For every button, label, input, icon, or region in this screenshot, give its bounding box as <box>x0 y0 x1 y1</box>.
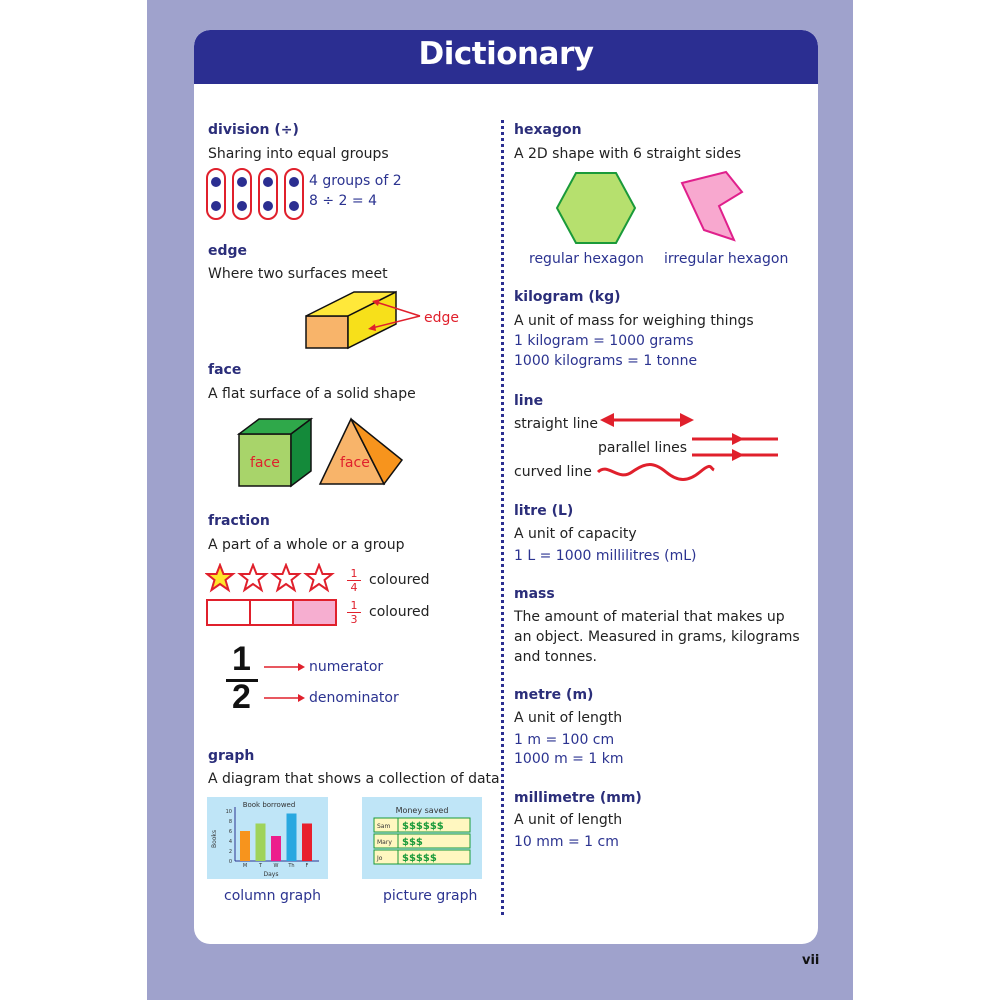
definition-fraction: A part of a whole or a group <box>208 537 405 553</box>
bar-fraction-text: coloured <box>369 604 430 620</box>
term-millimetre: millimetre (mm) <box>514 790 642 806</box>
column-graph-xtick: Th <box>288 863 295 869</box>
definition-mass-line3: and tonnes. <box>514 649 597 665</box>
definition-millimetre: A unit of length <box>514 812 623 828</box>
division-example-2: 8 ÷ 2 = 4 <box>309 193 377 209</box>
column-graph-bar <box>302 824 312 862</box>
irregular-hexagon-label: irregular hexagon <box>664 251 789 267</box>
millimetre-example: 10 mm = 1 cm <box>514 834 619 850</box>
column-graph-bar <box>240 831 250 861</box>
column-graph-ytick: 8 <box>228 819 232 825</box>
picture-graph-value: $$$$$$ <box>402 821 444 832</box>
star-fraction-denominator: 4 <box>350 581 358 594</box>
curved-line-label: curved line <box>514 464 592 480</box>
line-examples <box>596 408 782 484</box>
hexagon-shapes <box>554 168 750 248</box>
definition-kilogram: A unit of mass for weighing things <box>514 313 754 329</box>
big-fraction-denominator: 2 <box>232 678 251 716</box>
column-graph-xtick: F <box>305 863 309 869</box>
term-edge: edge <box>208 243 248 259</box>
column-graph-xlabel: Days <box>263 871 279 878</box>
parallel-lines-label: parallel lines <box>598 440 688 456</box>
star-fraction-numerator: 1 <box>350 567 358 580</box>
column-graph-ytick: 2 <box>228 849 232 855</box>
picture-graph-name: Mary <box>377 839 392 846</box>
star-fraction-text: coloured <box>369 572 430 588</box>
bar-fraction-denominator: 3 <box>350 613 358 626</box>
term-kilogram: kilogram (kg) <box>514 289 621 305</box>
term-line: line <box>514 393 544 409</box>
column-graph-ytick: 4 <box>228 839 232 845</box>
picture-graph-name: Jo <box>377 855 383 862</box>
term-graph: graph <box>208 748 255 764</box>
term-fraction: fraction <box>208 513 270 529</box>
definition-graph: A diagram that shows a collection of data <box>208 771 500 787</box>
column-graph-ytick: 0 <box>228 859 232 865</box>
column-graph-ytick: 10 <box>225 809 232 815</box>
column-graph-xtick: T <box>258 863 263 869</box>
fraction-bar <box>205 598 339 628</box>
fraction-arrows <box>262 658 306 708</box>
column-graph-caption: column graph <box>224 888 321 904</box>
column-graph-bar <box>256 824 266 862</box>
definition-division: Sharing into equal groups <box>208 146 389 162</box>
column-graph-ytick: 6 <box>228 829 232 835</box>
definition-edge: Where two surfaces meet <box>208 266 388 282</box>
fraction-stars <box>205 563 340 593</box>
bar-fraction <box>347 600 361 625</box>
face-label-cube: face <box>250 455 280 471</box>
term-mass: mass <box>514 586 555 602</box>
bar-fraction-numerator: 1 <box>350 599 358 612</box>
litre-example: 1 L = 1000 millilitres (mL) <box>514 548 697 564</box>
definition-metre: A unit of length <box>514 710 623 726</box>
metre-example-1: 1 m = 100 cm <box>514 732 615 748</box>
picture-graph-value: $$$$$ <box>402 853 437 864</box>
picture-graph-value: $$$ <box>402 837 423 848</box>
definition-mass-line1: The amount of material that makes up <box>514 609 785 625</box>
picture-graph-name: Sam <box>377 823 391 830</box>
edge-prism-diagram <box>300 288 430 354</box>
kilogram-example-2: 1000 kilograms = 1 tonne <box>514 353 698 369</box>
term-metre: metre (m) <box>514 687 594 703</box>
face-solids-diagram <box>236 416 408 490</box>
page-number: vii <box>802 953 820 968</box>
picture-graph-caption: picture graph <box>383 888 478 904</box>
kilogram-example-1: 1 kilogram = 1000 grams <box>514 333 694 349</box>
column-graph-thumbnail <box>207 797 328 879</box>
picture-graph-title: Money saved <box>395 806 449 815</box>
edge-label: edge <box>424 310 459 326</box>
face-label-pyramid: face <box>340 455 370 471</box>
term-hexagon: hexagon <box>514 122 582 138</box>
definition-hexagon: A 2D shape with 6 straight sides <box>514 146 742 162</box>
term-division: division (÷) <box>208 122 299 138</box>
division-example-1: 4 groups of 2 <box>309 173 402 189</box>
straight-line-label: straight line <box>514 416 598 432</box>
denominator-label: denominator <box>309 690 399 706</box>
column-graph-ylabel: Books <box>211 829 218 849</box>
picture-graph-thumbnail <box>362 797 482 879</box>
column-divider <box>501 120 504 915</box>
regular-hexagon-label: regular hexagon <box>529 251 644 267</box>
term-litre: litre (L) <box>514 503 574 519</box>
definition-mass-line2: an object. Measured in grams, kilograms <box>514 629 800 645</box>
column-graph-title: Book borrowed <box>242 801 296 809</box>
metre-example-2: 1000 m = 1 km <box>514 751 624 767</box>
title-bar <box>194 30 818 84</box>
definition-litre: A unit of capacity <box>514 526 637 542</box>
column-graph-xtick: M <box>242 863 248 869</box>
column-graph-bar <box>287 814 297 862</box>
column-graph-bar <box>271 836 281 861</box>
star-fraction <box>347 568 361 593</box>
column-graph-xtick: W <box>273 863 279 869</box>
big-fraction-numerator: 1 <box>232 640 251 678</box>
page-title: Dictionary <box>418 36 594 72</box>
division-groups-diagram <box>204 166 304 222</box>
definition-face: A flat surface of a solid shape <box>208 386 416 402</box>
numerator-label: numerator <box>309 659 384 675</box>
term-face: face <box>208 362 242 378</box>
